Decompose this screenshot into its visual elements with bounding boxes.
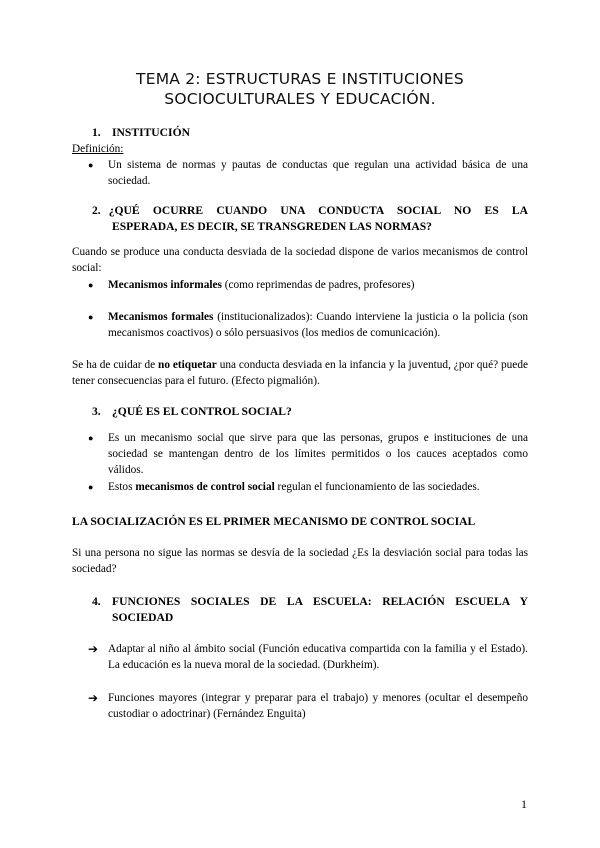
title-line-1: TEMA 2: ESTRUCTURAS E INSTITUCIONES — [136, 70, 464, 88]
socialization-text: Si una persona no sigue las normas se desvía de la sociedad ¿Es la desviación social para todas las sociedad? — [72, 547, 528, 575]
labeling-note-start: Se ha de cuidar de — [72, 359, 159, 371]
bullet-icon: ● — [88, 160, 94, 170]
section-2-heading — [92, 203, 528, 235]
bullet-icon: ● — [88, 482, 94, 492]
bullet-icon: ● — [88, 433, 94, 443]
section-1-heading — [92, 125, 548, 141]
section-1-number: 1. — [92, 126, 101, 139]
labeling-note-bold: no etiquetar — [158, 359, 217, 371]
control-social-definition: Es un mecanismo social que sirve para que las personas, grupos e instituciones de una sociedad se mantengan dentro de los límites permitidos o los cauces aceptados como válidos. — [108, 432, 528, 476]
school-function-1 — [88, 641, 528, 673]
informal-mechanisms-bullet — [88, 277, 528, 293]
section-4-heading — [92, 594, 528, 626]
bullet-icon: ● — [88, 280, 94, 290]
section-2-number: 2. — [92, 204, 101, 217]
definition-label: Definición: — [72, 143, 124, 155]
informal-mechanisms-label: Mecanismos informales — [108, 279, 222, 291]
section-2-title-line-2: ESPERADA, ES DECIR, SE TRANSGREDEN LAS NORMAS? — [112, 220, 432, 233]
control-social-text-end: regulan el funcionamiento de las sociedades. — [274, 481, 480, 493]
control-social-text-start: Estos — [108, 481, 136, 493]
section-2-intro: Cuando se produce una conducta desviada de la sociedad dispone de varios mecanismos de control social: — [72, 246, 528, 274]
labeling-note — [72, 357, 528, 389]
definition-bullet — [88, 157, 528, 189]
school-function-2 — [88, 690, 528, 722]
bullet-icon: ● — [88, 312, 94, 322]
page-number: 1 — [521, 797, 527, 811]
section-3-title: ¿QUÉ ES EL CONTROL SOCIAL? — [112, 405, 292, 418]
school-function-1-text: Adaptar al niño al ámbito social (Función educativa compartida con la familia y el Estado). La educación es la nueva moral de la sociedad. (Durkheim). — [108, 643, 528, 671]
control-social-bullet-2 — [88, 479, 528, 495]
section-4-number: 4. — [92, 595, 101, 608]
control-social-bullet-1 — [88, 430, 528, 478]
arrow-right-icon: ➔ — [88, 642, 99, 656]
section-2-title-line-1: ¿QUÉ OCURRE CUANDO UNA CONDUCTA SOCIAL NO ES LA — [108, 204, 528, 217]
labeling-note-end: una conducta desviada en la infancia y la juventud, ¿por qué? puede tener consecuencias para el futuro. (Efecto pigmalión). — [72, 359, 528, 387]
formal-mechanisms-label: Mecanismos formales — [108, 311, 214, 323]
formal-mechanisms-bullet — [88, 309, 528, 341]
section-1-title: INSTITUCIÓN — [112, 126, 190, 139]
arrow-right-icon: ➔ — [88, 691, 99, 705]
socialization-heading: LA SOCIALIZACIÓN ES EL PRIMER MECANISMO DE CONTROL SOCIAL — [72, 515, 476, 528]
title-line-2: SOCIOCULTURALES Y EDUCACIÓN. — [164, 90, 436, 108]
school-function-2-text: Funciones mayores (integrar y preparar para el trabajo) y menores (ocultar el desempeño custodiar o adoctrinar) (Fernández Enguita) — [108, 692, 528, 720]
formal-mechanisms-text: (institucionalizados): Cuando interviene la justicia o la policia (son mecanismos coactivos) o sólo persuasivos (los medios de comunicación). — [108, 311, 528, 339]
informal-mechanisms-text: (como reprimendas de padres, profesores) — [221, 279, 415, 291]
section-3-number: 3. — [92, 405, 101, 418]
control-social-bold: mecanismos de control social — [135, 481, 275, 493]
page-title — [60, 69, 540, 109]
definition-text: Un sistema de normas y pautas de conductas que regulan una actividad básica de una sociedad. — [108, 159, 528, 187]
section-4-title: FUNCIONES SOCIALES DE LA ESCUELA: RELACIÓN ESCUELA Y SOCIEDAD — [112, 595, 528, 624]
section-3-heading — [92, 404, 548, 420]
